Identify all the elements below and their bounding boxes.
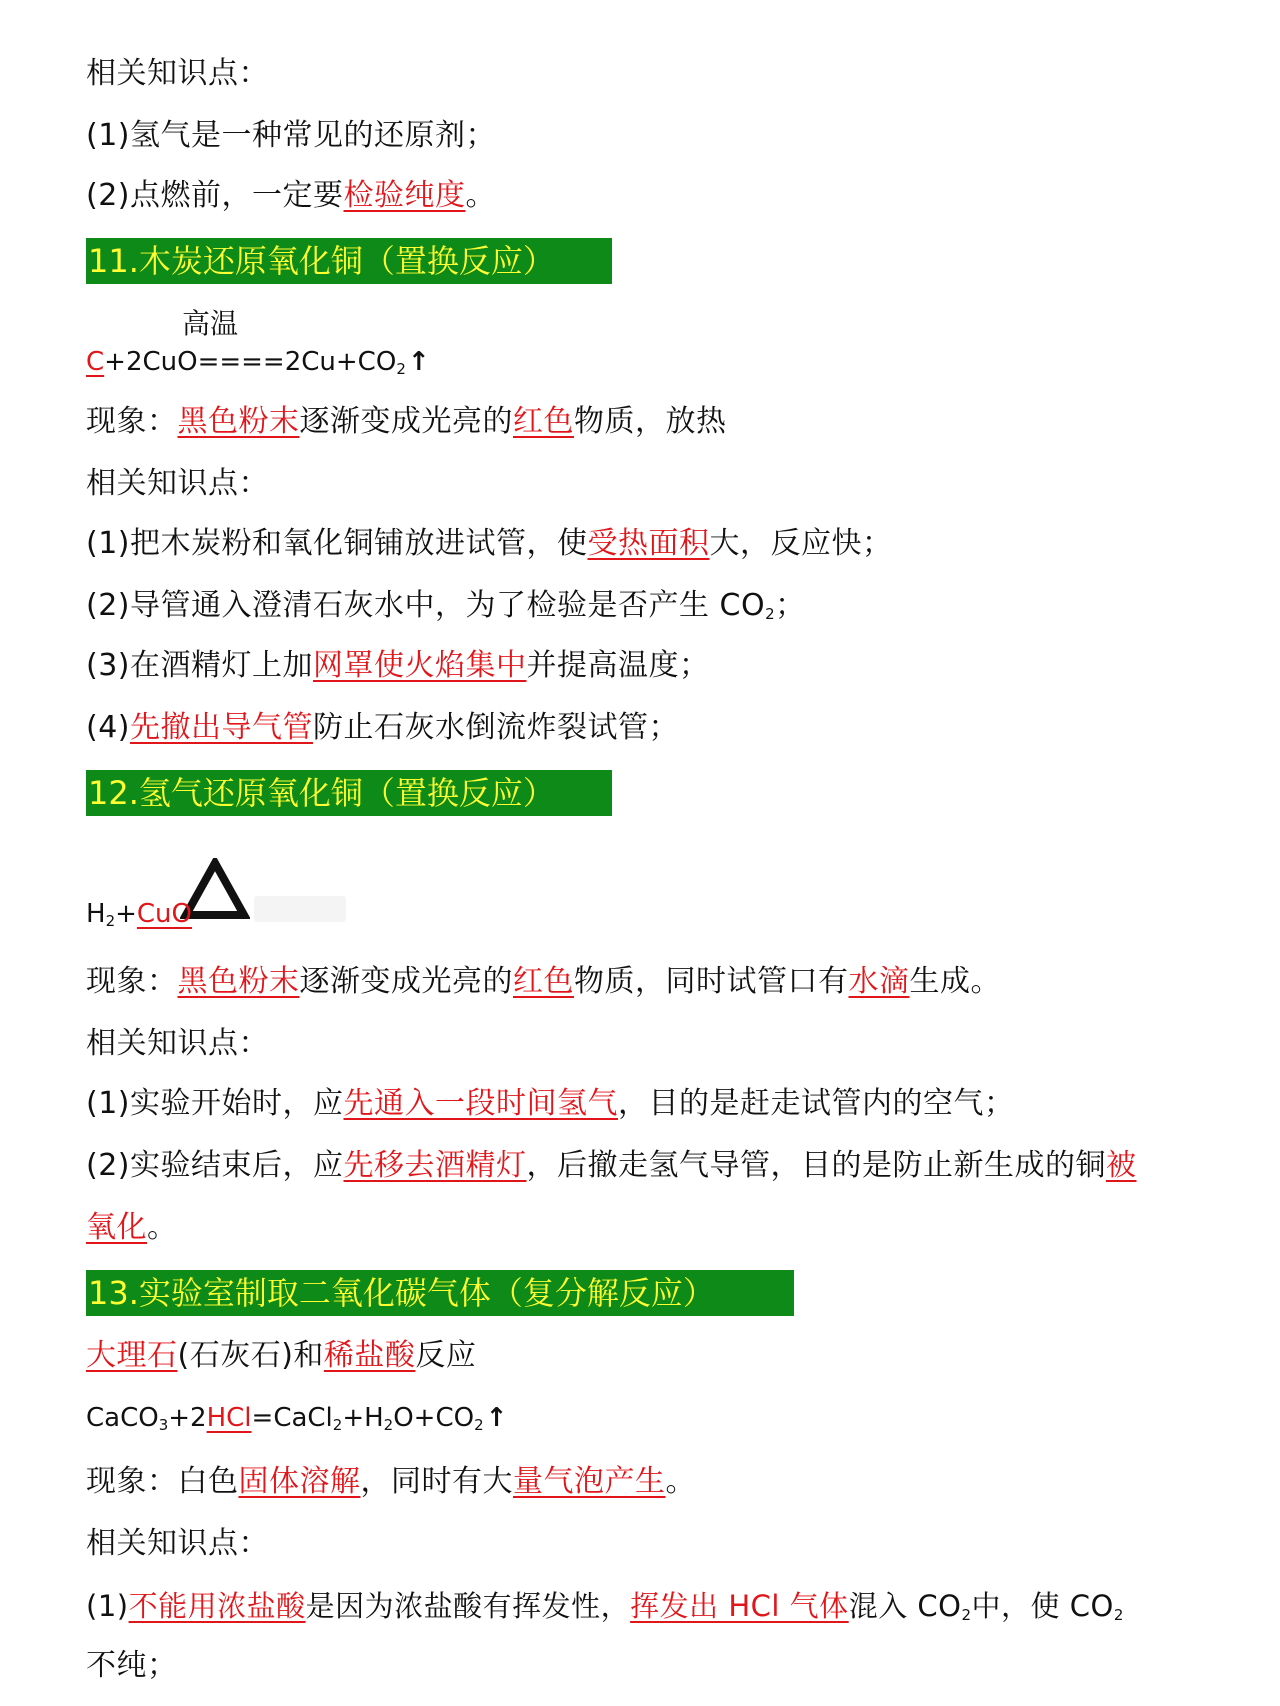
- highlight-text: CuO: [136, 899, 193, 929]
- highlight-text: HCl: [206, 1403, 252, 1433]
- highlight-text: 先撤出导气管: [130, 710, 313, 745]
- knowledge-item: (2)实验结束后，应先移去酒精灯，后撤走氢气导管，目的是防止新生成的铜被: [86, 1148, 1137, 1183]
- gas-arrow-icon: ↑: [407, 347, 430, 377]
- reactants-line: 大理石(石灰石)和稀盐酸反应: [86, 1338, 477, 1373]
- highlight-text: 水滴: [848, 964, 910, 999]
- highlight-text: 被: [1106, 1148, 1137, 1183]
- highlight-text: 受热面积: [587, 526, 710, 561]
- section-heading-11: 11.木炭还原氧化铜（置换反应）: [86, 238, 612, 284]
- highlight-text: 先通入一段时间氢气: [343, 1086, 618, 1121]
- highlight-text: 黑色粉末: [177, 404, 300, 439]
- highlight-text: 大理石: [86, 1338, 178, 1373]
- knowledge-item: (1)氢气是一种常见的还原剂；: [86, 118, 496, 153]
- chemical-equation: $CaCO_3+2HCl=CaCl_2+H_2O+CO_2↑$: [86, 1400, 507, 1443]
- highlight-text: 量气泡产生: [513, 1464, 666, 1499]
- highlight-text: 黑色粉末: [177, 964, 300, 999]
- knowledge-title: 相关知识点：: [86, 1026, 269, 1061]
- highlight-text: C: [86, 347, 105, 377]
- section-heading-13: 13.实验室制取二氧化碳气体（复分解反应）: [86, 1270, 794, 1316]
- highlight-text: 红色: [513, 964, 574, 999]
- knowledge-item: (1)实验开始时，应先通入一段时间氢气，目的是赶走试管内的空气；: [86, 1086, 1015, 1121]
- highlight-text: 红色: [513, 404, 574, 439]
- knowledge-item: (1)把木炭粉和氧化铜铺放进试管，使受热面积大，反应快；: [86, 526, 893, 561]
- highlight-text: 检验纯度: [343, 178, 466, 213]
- knowledge-item: (2)点燃前，一定要检验纯度。: [86, 178, 496, 213]
- knowledge-item: (1)不能用浓盐酸是因为浓盐酸有挥发性，挥发出 HCl 气体混入 $CO_2$中，使 $CO_2$: [86, 1589, 1124, 1624]
- highlight-text: 氧化: [86, 1210, 147, 1245]
- highlight-text: 先移去酒精灯: [343, 1148, 527, 1183]
- knowledge-item-cont: 氧化。: [86, 1210, 178, 1245]
- knowledge-item-cont: 不纯；: [86, 1648, 178, 1683]
- phenomenon-line: 现象：黑色粉末逐渐变成光亮的红色物质，放热: [86, 404, 727, 439]
- highlight-text: 稀盐酸: [323, 1338, 416, 1373]
- highlight-text: 固体溶解: [238, 1464, 361, 1499]
- phenomenon-line: 现象：黑色粉末逐渐变成光亮的红色物质，同时试管口有水滴生成。: [86, 964, 1001, 999]
- chemical-equation: $H_2+CuO$: [86, 899, 193, 930]
- blurred-region: [254, 896, 346, 922]
- knowledge-item: (4)先撤出导气管防止石灰水倒流炸裂试管；: [86, 710, 679, 745]
- knowledge-item: (2)导管通入澄清石灰水中，为了检验是否产生 $CO_2$；: [86, 588, 806, 623]
- gas-arrow-icon: ↑: [485, 1403, 508, 1433]
- highlight-text: 网罩使火焰集中: [313, 648, 527, 683]
- knowledge-title: 相关知识点：: [86, 1526, 269, 1561]
- section-heading-12: 12.氢气还原氧化铜（置换反应）: [86, 770, 612, 816]
- highlight-text: 不能用浓盐酸: [128, 1589, 306, 1623]
- chemical-equation: $C+2CuO====2Cu+CO_2↑$: [86, 344, 430, 387]
- knowledge-title: 相关知识点：: [86, 56, 269, 91]
- knowledge-title: 相关知识点：: [86, 466, 269, 501]
- highlight-text: 挥发出 HCl 气体: [630, 1589, 849, 1623]
- knowledge-item: (3)在酒精灯上加网罩使火焰集中并提高温度；: [86, 648, 710, 683]
- reaction-condition: 高温: [182, 307, 239, 340]
- phenomenon-line: 现象：白色固体溶解，同时有大量气泡产生。: [86, 1464, 696, 1499]
